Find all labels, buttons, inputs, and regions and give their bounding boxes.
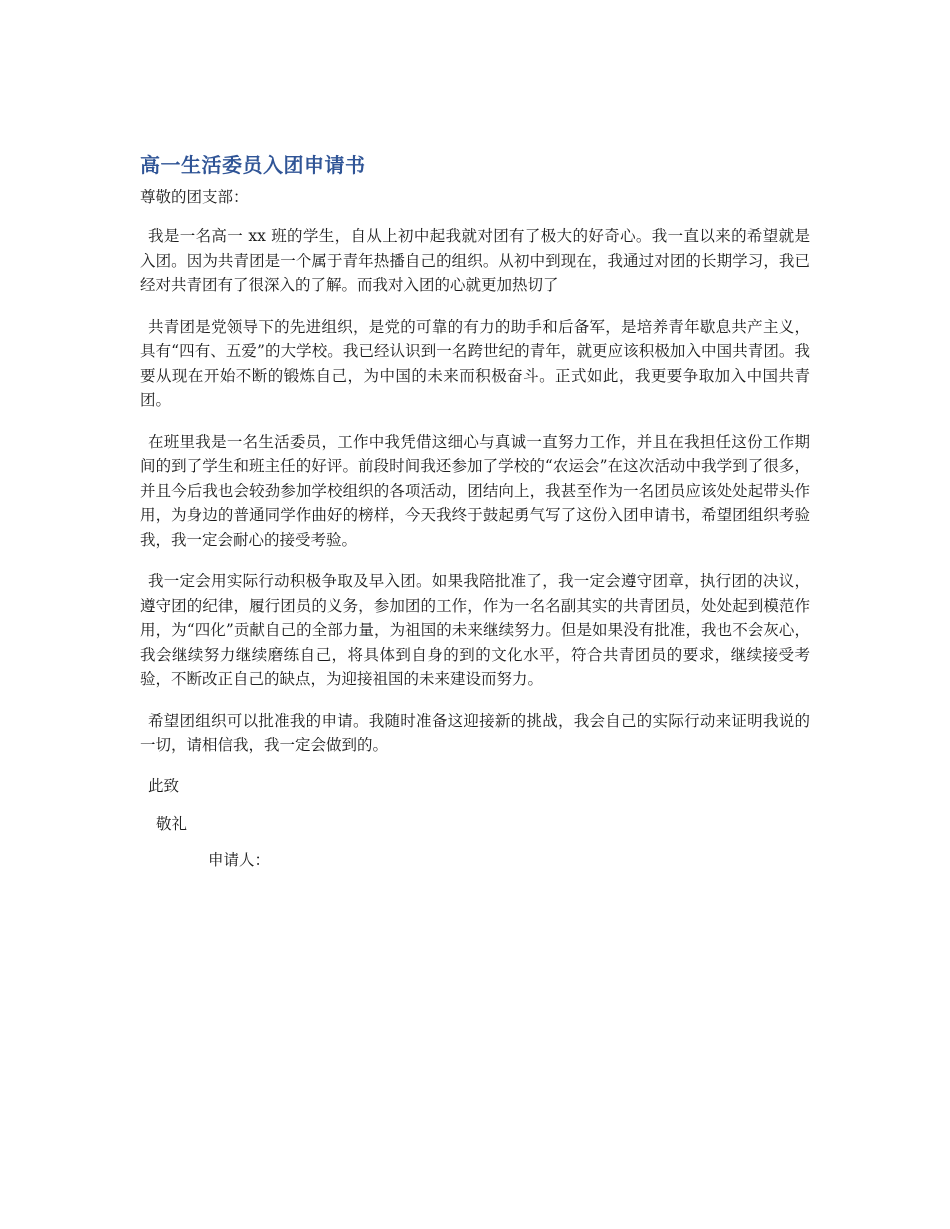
paragraph-2: 共青团是党领导下的先进组织，是党的可靠的有力的助手和后备军，是培养青年歇息共产主义，具有“四有、五爱”的大学校。我已经认识到一名跨世纪的青年，就更应该积极加入中国共青团。我要从现在开始不断的锻炼自己，为中国的未来而积极奋斗。正式如此，我更要争取加入中国共青团。: [140, 317, 810, 409]
closing-greeting: 此致: [148, 776, 180, 795]
paragraph-4: 我一定会用实际行动积极争取及早入团。如果我陪批准了，我一定会遵守团章，执行团的决议，遵守团的纪律，履行团员的义务，参加团的工作，作为一名名副其实的共青团员，处处起到模范作用，为“四化”贡献自己的全部力量，为祖国的未来继续努力。但是如果没有批准，我也不会灰心，我会继续努力继续磨练自己，将具体到自身的到的文化水平，符合共青团员的要求，继续接受考验，不断改正自己的缺点，为迎接祖国的未来建设而努力。: [140, 572, 810, 688]
applicant-label: 申请人：: [208, 850, 271, 869]
paragraph-1: 我是一名高一 xx 班的学生，自从上初中起我就对团有了极大的好奇心。我一直以来的希望就是入团。因为共青团是一个属于青年热播自己的组织。从初中到现在，我通过对团的长期学习，我已经对共青团有了很深入的了解。而我对入团的心就更加热切了: [140, 227, 810, 294]
closing-salute: 敬礼: [156, 814, 188, 833]
paragraph-3: 在班里我是一名生活委员，工作中我凭借这细心与真诚一直努力工作，并且在我担任这份工作期间的到了学生和班主任的好评。前段时间我还参加了学校的“农运会”在这次活动中我学到了很多，并且今后我也会较劲参加学校组织的各项活动，团结向上，我甚至作为一名团员应该处处起带头作用，为身边的普通同学作曲好的榜样，今天我终于鼓起勇气写了这份入团申请书，希望团组织考验我，我一定会耐心的接受考验。: [140, 432, 810, 549]
document-title: 高一生活委员入团申请书: [140, 153, 366, 177]
paragraph-5: 希望团组织可以批准我的申请。我随时准备这迎接新的挑战，我会自己的实际行动来证明我说的一切，请相信我，我一定会做到的。: [140, 711, 810, 754]
document-body: [140, 150, 810, 871]
salutation: 尊敬的团支部：: [140, 188, 249, 206]
